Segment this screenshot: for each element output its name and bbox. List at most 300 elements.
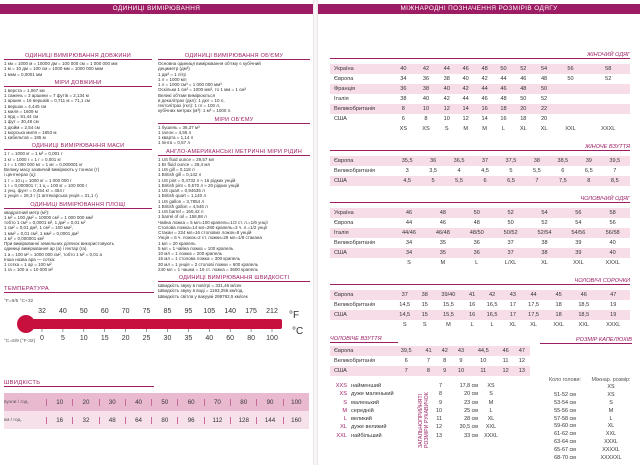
section-line: 1 кг = 1000 г = 1 г = 0,001 кг <box>4 156 62 162</box>
mens-size-table <box>330 208 630 268</box>
section-line: 1 сотка = 1 ар = 100 м² <box>4 262 52 267</box>
size-cell: 37,5 <box>496 156 526 166</box>
size-cell: S <box>422 322 427 328</box>
section-line: Чайна ложка = 5 мл=100 крапель=1/3 ст. л.=1/6 унції <box>158 219 268 225</box>
glove-row <box>428 391 508 399</box>
section-title: ОДИНИЦІ ВИМІРЮВАННЯ ПЛОЩІ <box>4 202 152 209</box>
size-cell: 18 <box>555 302 562 308</box>
section-line: в декалітрах (дкл): 1 дкл = 10 л, <box>158 97 225 103</box>
kmh-cell: 160 <box>283 417 309 424</box>
celsius-tick-label: 60 <box>226 335 235 342</box>
hat-intl: XS <box>607 391 615 398</box>
size-cell: 38 <box>417 290 432 300</box>
section-line: 1 м = 10 дм = 100 см = 1000 мм = 1000 000 мкм <box>4 66 104 72</box>
size-cell: 50 <box>460 208 494 218</box>
size-cell: 5,5 <box>444 176 474 186</box>
hat-circumference: 63-64 см <box>554 439 576 446</box>
section-line: 1 кабельтов = 185 м <box>4 135 46 140</box>
kmh-cell: 128 <box>230 417 256 424</box>
size-cell: 38 <box>528 248 562 258</box>
size-row <box>330 356 530 366</box>
fahrenheit-tick-label: 85 <box>163 308 172 315</box>
knots-cell: 90 <box>256 399 282 406</box>
legend-code: XS <box>339 391 347 398</box>
size-cell: 44 <box>405 220 413 226</box>
size-cell: 5,5 <box>533 168 541 174</box>
row-name: США <box>334 116 347 122</box>
size-cell: 56 <box>554 64 586 74</box>
row-name: США <box>330 248 392 258</box>
glove-row <box>428 400 508 408</box>
hat-intl: L <box>609 415 613 422</box>
row-name: Україна <box>330 64 392 74</box>
glove-length: 33 см <box>464 432 478 439</box>
size-cell <box>587 94 630 104</box>
size-row <box>330 300 630 310</box>
size-row <box>330 228 630 238</box>
size-cell: L <box>501 126 506 132</box>
size-cell: 41 <box>465 290 480 300</box>
size-row <box>330 310 630 320</box>
size-cell: 17 <box>505 310 521 320</box>
size-cell: XL <box>541 260 548 266</box>
fahrenheit-tick-label: 105 <box>203 308 216 315</box>
size-cell: 37 <box>507 240 514 246</box>
section-title: ОДИНИЦІ ВИМІРЮВАННЯ МАСИ <box>4 143 152 150</box>
size-cell: 36 <box>422 156 444 166</box>
row-name: Європа <box>330 156 392 166</box>
fahrenheit-tick-label: 212 <box>266 308 278 315</box>
size-cell: 20 <box>540 116 548 122</box>
row-name: Великобританія <box>330 104 392 114</box>
knots-cell: 50 <box>151 399 177 406</box>
size-cell: 3 <box>405 168 409 174</box>
fahrenheit-tick-label: 50 <box>79 308 88 315</box>
size-cell: XL <box>519 126 527 132</box>
legend-item <box>330 408 394 416</box>
row-name: Великобританія <box>334 302 376 308</box>
legend-item <box>330 391 394 399</box>
size-cell: XS <box>422 126 430 132</box>
size-cell: 42 <box>456 84 475 94</box>
celsius-tick-label: 20 <box>121 335 130 342</box>
size-cell: 38,5 <box>548 156 578 166</box>
fahrenheit-tick-label: 70 <box>121 308 130 315</box>
size-cell: 54 <box>528 208 562 218</box>
size-cell: 42 <box>415 64 438 74</box>
legend-code: XXS <box>335 383 347 389</box>
size-cell: 48 <box>473 220 480 226</box>
size-cell: 8 <box>424 116 428 122</box>
size-row <box>330 290 630 300</box>
celsius-tick-label: 80 <box>247 335 255 342</box>
row-name: Великобританія <box>334 358 376 364</box>
fahrenheit-tick-label: 140 <box>224 308 237 315</box>
size-cell: 11 <box>469 366 497 376</box>
size-cell: 41 <box>420 346 436 356</box>
hat-circumference: 65-67 см <box>554 447 576 454</box>
size-cell: 14,5 <box>392 310 417 320</box>
size-cell: 40 <box>595 248 630 258</box>
section-line: 1 мл = 20 крапель <box>158 240 196 246</box>
hat-intl: M <box>608 407 614 414</box>
page-spine <box>313 0 318 465</box>
hat-intl: XXXXXL <box>600 455 622 462</box>
section-line: 1 US gallon = 3,7854 л <box>158 198 205 204</box>
section-line: Велику масу зазвичай вимірюють у тоннах (т) <box>4 167 100 172</box>
row-name: Європа <box>334 220 354 226</box>
size-cell: 52 <box>605 76 612 82</box>
size-cell: 3,5 <box>429 168 437 174</box>
size-cell: 40 <box>422 96 430 102</box>
size-row <box>330 346 530 356</box>
size-cell: 6,5 <box>496 176 526 186</box>
section-line: 1 British gallon = 4,546 л <box>158 203 208 209</box>
size-cell: 46 <box>481 96 488 102</box>
size-row <box>330 84 630 94</box>
size-cell: 12 <box>518 358 525 364</box>
section-line: 1 унція = 28,3 г (1 аптекарська унція = 31,1 г) <box>4 193 98 199</box>
section-line: Унція = 6 ч. ложок=2 ст. ложки=28 мл=1/8 стакана <box>158 235 262 241</box>
fahrenheit-tick-label: 60 <box>100 308 109 315</box>
size-cell: 40 <box>609 240 616 246</box>
size-cell: XXL <box>565 126 576 132</box>
left_col1-section <box>4 143 152 198</box>
size-cell: 38 <box>415 84 438 94</box>
size-cell: 11 <box>502 358 509 364</box>
kmh-cell: 80 <box>151 417 177 424</box>
size-cell: 44 <box>462 96 469 102</box>
size-cell: 39,5 <box>392 346 420 356</box>
size-cell: 37 <box>474 156 496 166</box>
size-cell: 36 <box>473 240 480 246</box>
size-row <box>330 94 630 104</box>
section-line: Швидкість звуку в воді = 1193,256 км/год. <box>158 288 244 294</box>
kmh-cell: 112 <box>204 417 230 424</box>
hat-row <box>540 423 632 431</box>
hat-circumference: 53-54 см <box>554 399 576 406</box>
section-line: 1 г = 1 000 000 мг = 1 мг = 0,000001 кг <box>4 161 83 167</box>
section-line: квадратний метр (м²): <box>4 209 50 215</box>
size-cell: 50 <box>534 84 555 94</box>
section-line: 1 см² = 0,01 дм², 1 см² = 100 мм², <box>4 225 73 231</box>
size-cell: 54 <box>534 64 555 74</box>
section-line: 1 м² = 100 дм² = 10000 см² = 1 000 000 мм² <box>4 214 94 220</box>
size-cell <box>554 104 586 114</box>
size-cell: XXXL <box>606 322 621 328</box>
hat-row <box>540 408 632 416</box>
shirts-size-table <box>330 290 630 330</box>
section-line: 1 British pint = 0,570 л ≈ 20 рідких унцій <box>158 182 240 188</box>
size-cell: 16 <box>500 116 507 122</box>
section-line: 1 миля = 1609 м <box>4 108 38 114</box>
section-line: 1 US gill = 0,118 л <box>158 167 195 172</box>
hat-row <box>540 392 632 400</box>
size-cell: 47 <box>514 346 530 356</box>
size-cell: 15 <box>417 310 432 320</box>
size-cell: 8 <box>443 358 447 364</box>
size-cell: 48 <box>475 64 494 74</box>
size-cell: 5 <box>422 176 444 186</box>
formula-celsius: °C=5/9 (°F-32) <box>4 339 36 344</box>
size-cell: 56/58 <box>595 228 630 238</box>
hat-row <box>540 455 632 463</box>
size-cell: 38 <box>541 240 548 246</box>
knots-cell: 80 <box>230 399 256 406</box>
size-cell: 34 <box>405 240 413 246</box>
section-line: 1 а = 100 м² = 1000 000 см², тобто 1 м² = 0,01 а <box>4 251 103 257</box>
size-cell <box>554 114 586 124</box>
size-cell: 4 <box>457 168 461 174</box>
left_col1-section <box>4 202 152 273</box>
size-cell: L/XL <box>504 260 517 266</box>
size-cell: 18 <box>546 310 571 320</box>
size-cell: 16,5 <box>479 310 504 320</box>
section-line: 1 верста = 1,067 км <box>4 87 45 93</box>
size-cell: 15,5 <box>442 302 454 308</box>
size-cell: 38 <box>443 76 450 82</box>
section-line: 1 унц. фунт = 0,454 кг = 454 г <box>4 188 65 193</box>
size-cell: 36,5 <box>444 156 474 166</box>
temperature-title: ТЕМПЕРАТУРА <box>4 286 154 293</box>
size-cell: 8 <box>392 104 415 114</box>
section-line: 1 т = 1000 кг = 1 м³ = 0,001 г <box>4 151 63 157</box>
size-cell: 7 <box>526 176 548 186</box>
size-cell: 14,5 <box>399 302 411 308</box>
size-cell: 12 <box>497 366 513 376</box>
legend-code: L <box>343 416 347 423</box>
womens-shoes-title: ЖІНОЧЕ ВЗУТТЯ <box>330 144 630 151</box>
knots-cell: 30 <box>99 399 125 406</box>
section-line: 1 вершок = 4,445 см <box>4 103 47 109</box>
size-cell: 6 <box>474 176 496 186</box>
celsius-tick-label: 35 <box>184 335 193 342</box>
size-cell: 48 <box>513 84 534 94</box>
size-cell: 38 <box>400 96 407 102</box>
size-cell: 39 <box>561 248 595 258</box>
size-cell: 52 <box>540 96 548 102</box>
size-row <box>330 156 630 166</box>
legend-item <box>330 424 394 432</box>
size-cell: 15,5 <box>432 310 465 320</box>
womens-shoes-table <box>330 156 630 186</box>
section-line: 15 мл = 1 столова ложка = 300 крапель <box>158 256 241 262</box>
size-row <box>330 218 630 228</box>
size-cell: 50 <box>507 220 514 226</box>
celsius-tick-label: 40 <box>205 335 214 342</box>
size-cell: 14 <box>481 116 488 122</box>
hat-row <box>540 439 632 447</box>
glove-row <box>428 416 508 424</box>
size-cell: 15 <box>421 302 428 308</box>
section-line: Оскільки 1 см³ = 1000 мм³, то 1 мм = 1 см³ <box>158 87 247 93</box>
knots-cell: 40 <box>125 399 151 406</box>
section-line: 1 сажень = 3 аршини = 7 футів = 2,134 м <box>4 93 89 98</box>
size-row <box>330 248 630 258</box>
left_col2-section <box>158 275 310 299</box>
size-cell: 44 <box>521 290 546 300</box>
section-line: 1 морська миля = 1853 м <box>4 129 57 135</box>
section-line: 1 бушель = 36,37 м³ <box>158 124 200 130</box>
legend-desc: найменший <box>351 383 382 389</box>
hat-row <box>540 400 632 408</box>
size-cell: 56 <box>561 208 595 218</box>
size-cell: 44 <box>500 76 507 82</box>
row-name: Європа <box>330 290 392 300</box>
size-row <box>330 104 630 114</box>
size-cell: 46/48 <box>426 228 460 238</box>
size-cell: 7 <box>426 358 431 364</box>
size-cell: 44 <box>437 64 456 74</box>
size-cell: 10 <box>480 358 487 364</box>
glove-intl: L <box>489 407 493 414</box>
section-line: 10 мл = 1 ложка = 200 крапель <box>158 251 223 256</box>
section-line: 1 дюйм = 2,54 см <box>4 124 40 130</box>
size-row <box>330 366 530 376</box>
thermometer-tube <box>30 319 282 329</box>
legend-code: XL <box>340 424 347 431</box>
size-cell: M <box>440 260 446 266</box>
size-cell: L <box>470 322 474 328</box>
size-cell: XXXL <box>601 126 616 132</box>
section-line: Основна одиниця вимірювання об'єму є кубічний <box>158 61 261 66</box>
size-cell: 4,5 <box>392 176 422 186</box>
hat-row <box>540 384 632 392</box>
size-cell: 34 <box>392 248 426 258</box>
glove-length: 30,5 см <box>459 424 478 431</box>
size-cell: 10 <box>453 366 469 376</box>
legend-desc: маленький <box>351 399 380 406</box>
size-cell: 38 <box>526 156 548 166</box>
size-cell: 10 <box>415 104 438 114</box>
size-cell: 17 <box>509 302 516 308</box>
glove-intl: XXXL <box>484 432 498 439</box>
celsius-tick-label: 30 <box>163 335 172 342</box>
section-line: 30 мл = 1 унція = 2 столові ложки = 600 крапель <box>158 261 259 267</box>
row-name: Європа <box>334 76 354 82</box>
section-line: 1 US fluid ounce = 29,57 мл <box>158 156 215 162</box>
size-cell: 8 <box>420 366 436 376</box>
section-line: 1 км = 1000 м = 10000 дм = 100 000 см = 1 000 000 мм <box>4 61 118 66</box>
hat-row <box>540 447 632 455</box>
size-cell: 42 <box>437 346 453 356</box>
size-cell: 48 <box>426 208 460 218</box>
glove-row <box>428 408 508 416</box>
formula-fahrenheit: °F=9/5 °C+32 <box>4 299 34 304</box>
legend-item <box>330 400 394 408</box>
speed-title: ШВИДКІСТЬ <box>4 380 154 387</box>
hat-circumference: 57-58 см <box>554 415 576 422</box>
size-cell: 44,5 <box>469 346 497 356</box>
section-line: 1 галон = 4,55 л <box>158 129 192 135</box>
left-column-2 <box>158 50 310 299</box>
legend-desc: середній <box>351 407 374 414</box>
kmh-label: км / год. <box>4 417 22 423</box>
section-line: Швидкість світла у вакуумі 299792,5 км/сек <box>158 293 248 299</box>
glove-length: 25 см <box>464 407 478 414</box>
section-line: Швидкість звуку в повітрі = 331,46 м/сек <box>158 283 242 288</box>
hat-intl: XL <box>607 423 615 430</box>
celsius-tick-label: 25 <box>142 335 151 342</box>
section-line: Стакан = 224 мл=16 столових ложок=8 унцій <box>158 230 252 235</box>
size-cell: 9 <box>437 366 453 376</box>
size-cell: 48 <box>500 96 507 102</box>
speed-table <box>4 393 309 429</box>
size-cell: 39 <box>575 240 582 246</box>
size-cell: XXL <box>578 322 590 328</box>
celsius-tick-label: 5 <box>60 335 65 342</box>
size-cell <box>587 114 630 124</box>
section-line: 1 British quart = 1,140 л <box>158 193 207 199</box>
legend-code: M <box>342 407 347 414</box>
kmh-cell: 144 <box>256 417 282 424</box>
row-name <box>330 258 392 268</box>
section-line: 1 га = 100 а = 10 000 м² <box>4 267 53 273</box>
section-title: МІРИ ДОВЖИНИ <box>4 80 152 87</box>
section-line: і центнерах (ц): <box>4 172 37 178</box>
size-cell: 35,5 <box>392 156 422 166</box>
size-cell: 4,5 <box>481 168 489 174</box>
size-cell: S <box>407 260 411 266</box>
size-cell: 50/52 <box>494 228 528 238</box>
left_col1-section <box>4 80 152 141</box>
section-line: дециметр (дм³) <box>158 66 190 72</box>
size-row <box>330 74 630 84</box>
mens-title: ЧОЛОВІЧИЙ ОДЯГ <box>330 196 630 203</box>
section-title: МІРИ ОБ'ЄМУ <box>158 117 310 124</box>
size-cell: 42 <box>479 290 504 300</box>
size-cell: XXL <box>573 260 584 266</box>
knots-label: вузли / год. <box>4 399 29 405</box>
size-cell: 46 <box>392 208 426 218</box>
section-line: 1 аршин = 16 вершків = 0,711 м = 71,1 см <box>4 98 90 104</box>
section-line: 1 л = 1000 мл <box>158 76 187 82</box>
glove-intl: S <box>489 391 493 398</box>
legend-item <box>330 433 394 441</box>
section-line: Інша назва ара — сотка: <box>4 256 56 262</box>
left_col1-section <box>4 53 152 77</box>
glove-row <box>428 424 508 432</box>
section-line: одиниці вимірювання ар (а) і гектар (га). <box>4 246 88 252</box>
fahrenheit-tick-label: 40 <box>59 308 67 315</box>
section-line: 1 пінта = 0,57 л <box>158 140 190 146</box>
glove-size: 9 <box>439 399 442 406</box>
size-cell: 7 <box>613 168 617 174</box>
hat-intl: XXXL <box>604 439 618 446</box>
size-cell: XXL <box>553 322 564 328</box>
size-row <box>330 258 630 268</box>
size-cell: 50 <box>520 96 527 102</box>
shirts-title: ЧОЛОВІЧІ СОРОЧКИ <box>330 278 630 285</box>
size-cell: 40 <box>437 84 456 94</box>
womens-size-table <box>330 64 630 134</box>
fahrenheit-tick-label: 75 <box>142 308 151 315</box>
size-cell: 47 <box>597 290 631 300</box>
size-cell: 12 <box>437 104 456 114</box>
hat-circumference: 55-56 см <box>554 407 576 414</box>
size-cell: 54 <box>575 220 582 226</box>
size-cell: 18 <box>520 116 527 122</box>
left-page-header: ОДИНИЦІ ВИМІРЮВАННЯ <box>0 4 313 14</box>
hat-circumference: 61-62 см <box>554 431 576 438</box>
temperature-scale <box>4 298 309 368</box>
size-cell: 18,5 <box>578 302 590 308</box>
size-cell <box>587 104 630 114</box>
size-cell: M <box>482 126 487 132</box>
glove-intl: M <box>488 399 494 406</box>
size-cell: 52 <box>541 220 548 226</box>
size-cell: 14 <box>456 104 475 114</box>
